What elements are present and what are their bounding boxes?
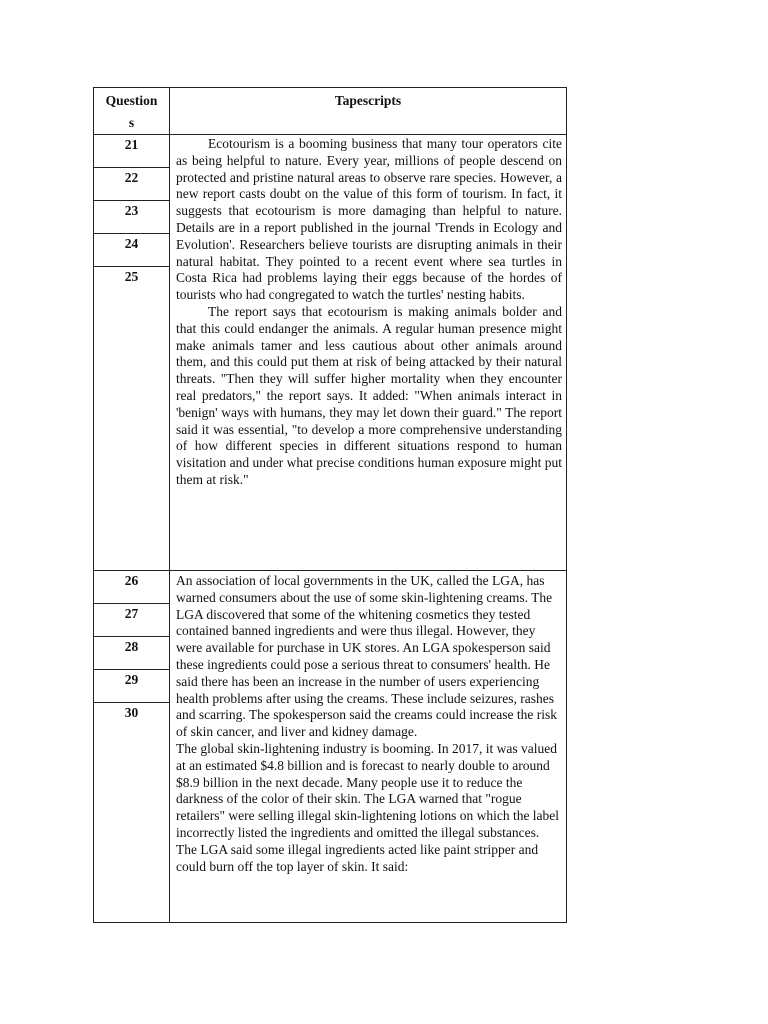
tapescript-cell bbox=[170, 571, 567, 923]
tapescript-paragraph: An association of local governments in the UK, called the LGA, has warned consumers about the use of some skin-lightening creams. The LGA discovered that some of the whitening cosmetics they tested contained banned ingredients and were thus illegal. However, they were available for purchase in UK stores. An LGA spokesperson said these ingredients could pose a serious threat to consumers' health. He said there has been an increase in the number of users experiencing health problems after using the creams. These include seizures, rashes and scarring. The spokesperson said the creams could increase the risk of skin cancer, and liver and kidney damage. bbox=[176, 573, 557, 740]
tapescript-paragraph: Ecotourism is a booming business that many tour operators cite as being helpful to nature. Every year, millions of people descend on protected and pristine natural areas to observe rare species. However, a new report casts doubt on the value of this form of tourism. In fact, it suggests that ecotourism is more damaging than helpful to nature. Details are in a report published in the journal 'Trends in Ecology and Evolution'. Researchers believe tourists are disrupting animals in their natural habitat. They pointed to a recent event where sea turtles in Costa Rica had problems laying their eggs because of the hordes of tourists who had congregated to watch the turtles' nesting habits. bbox=[176, 136, 562, 303]
tapescript-paragraph: The report says that ecotourism is making animals bolder and that this could endanger the animals. A regular human presence might make animals tamer and less cautious about other animals around them, and this could put them at risk of being attacked by their natural threats. "Then they will suffer higher mortality when they encounter real predators," the report says. It added: "When animals interact in 'benign' ways with humans, they may let down their guard." The report said it was essential, "to develop a more comprehensive understanding of how different species in different situations respond to human visitation and under what precise conditions human exposure might put them at risk." bbox=[176, 303, 562, 487]
question-number: 24 bbox=[94, 234, 169, 267]
question-numbers-cell bbox=[94, 135, 170, 571]
section-row-ecotourism bbox=[94, 135, 567, 571]
question-number: 30 bbox=[124, 705, 139, 720]
header-questions-label: Question bbox=[105, 93, 158, 108]
question-number: 21 bbox=[94, 135, 169, 168]
question-number: 29 bbox=[94, 670, 169, 703]
tapescript-cell bbox=[170, 135, 567, 571]
document-page bbox=[93, 87, 566, 923]
question-number: 23 bbox=[94, 201, 169, 234]
table-header-row bbox=[94, 88, 567, 135]
tapescript-table bbox=[93, 87, 567, 923]
section-row-skin-lightening bbox=[94, 571, 567, 923]
question-number: 27 bbox=[94, 604, 169, 637]
question-numbers-cell bbox=[94, 571, 170, 923]
question-number: 22 bbox=[94, 168, 169, 201]
question-number: 26 bbox=[94, 571, 169, 604]
question-number: 28 bbox=[94, 637, 169, 670]
question-number: 25 bbox=[124, 269, 139, 284]
header-tapescripts: Tapescripts bbox=[170, 88, 567, 135]
header-questions bbox=[94, 88, 170, 135]
header-questions-label-wrap: s bbox=[128, 115, 135, 130]
tapescript-paragraph: The global skin-lightening industry is booming. In 2017, it was valued at an estimated $4.8 billion and is forecast to nearly double to around $8.9 billion in the next decade. Many people use it to reduce the darkness of the color of their skin. The LGA warned that "rogue retailers" were selling illegal skin-lightening lotions on which the label incorrectly listed the ingredients and omitted the illegal substances. The LGA said some illegal ingredients acted like paint stripper and could burn off the top layer of skin. It said: bbox=[176, 740, 560, 874]
